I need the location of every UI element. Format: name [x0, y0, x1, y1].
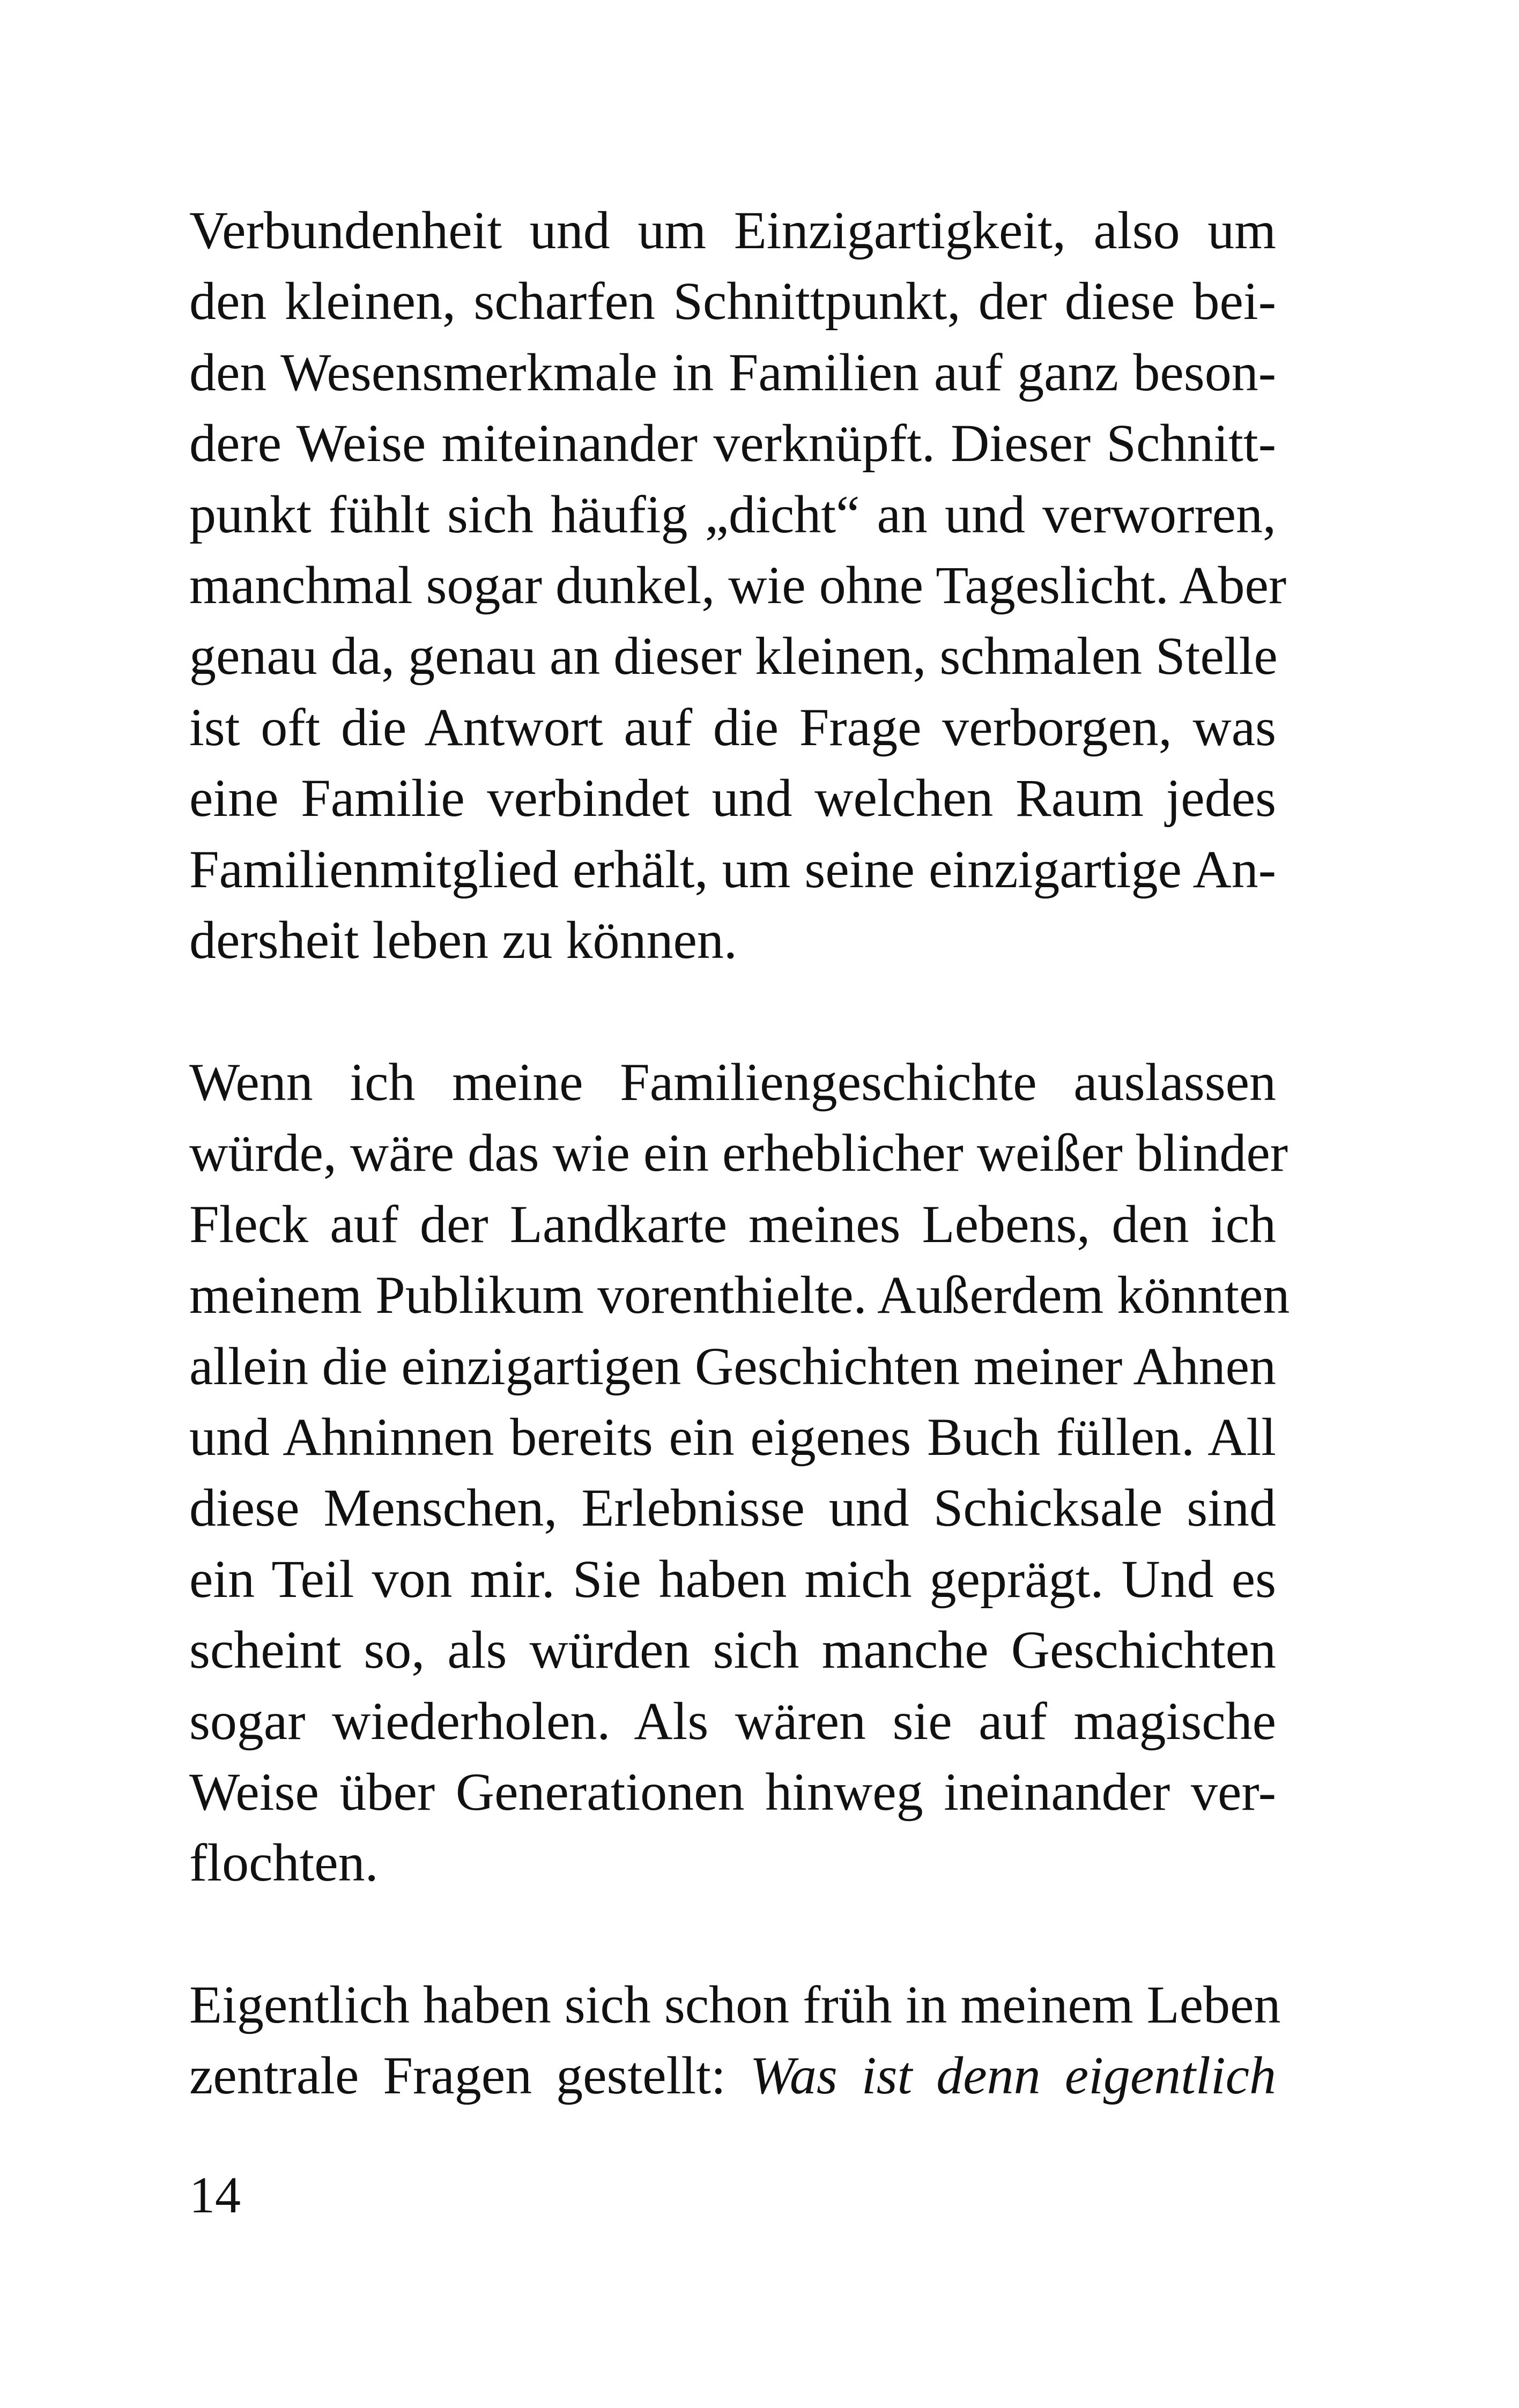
- text-line: Verbundenheit und um Einzigartigkeit, also um: [189, 200, 1276, 260]
- text-line: punkt fühlt sich häufig „dicht“ an und verworren,: [189, 484, 1276, 544]
- paragraph-1: [189, 195, 1287, 976]
- text-line: meinem Publikum vorenthielte. Außerdem könnten: [189, 1265, 1290, 1325]
- text-line: Eigentlich haben sich schon früh in meinem Leben: [189, 1975, 1281, 2034]
- text-line: Fleck auf der Landkarte meines Lebens, den ich: [189, 1194, 1276, 1254]
- text-line: den kleinen, scharfen Schnittpunkt, der diese bei-: [189, 271, 1276, 331]
- text-line: und Ahninnen bereits ein eigenes Buch füllen. All: [189, 1407, 1276, 1467]
- text-line: [189, 2040, 1276, 2111]
- text-line: Weise über Generationen hinweg ineinander ver-: [189, 1762, 1276, 1822]
- page-number: 14: [189, 2166, 241, 2224]
- text-span: zentrale Fragen gestellt:: [189, 2046, 750, 2106]
- text-line: ein Teil von mir. Sie haben mich geprägt. Und es: [189, 1549, 1276, 1609]
- paragraph-3: [189, 1969, 1281, 2112]
- text-line: Familienmitglied erhält, um seine einzigartige An-: [189, 839, 1276, 899]
- text-line: scheint so, als würden sich manche Geschichten: [189, 1620, 1276, 1680]
- text-line: ist oft die Antwort auf die Frage verborgen, was: [189, 697, 1276, 757]
- text-line: Wenn ich meine Familiengeschichte auslassen: [189, 1052, 1276, 1112]
- text-line: eine Familie verbindet und welchen Raum jedes: [189, 768, 1276, 828]
- text-line: flochten.: [189, 1833, 379, 1893]
- text-line: dere Weise miteinander verknüpft. Dieser Schnitt-: [189, 413, 1276, 473]
- text-line: dersheit leben zu können.: [189, 910, 737, 970]
- text-line: manchmal sogar dunkel, wie ohne Tageslicht. Aber: [189, 555, 1287, 615]
- paragraph-2: [189, 1047, 1290, 1899]
- text-line: diese Menschen, Erlebnisse und Schicksale sind: [189, 1478, 1276, 1538]
- text-line: den Wesensmerkmale in Familien auf ganz beson-: [189, 342, 1276, 402]
- text-line: würde, wäre das wie ein erheblicher weißer blinder: [189, 1123, 1288, 1183]
- text-line: sogar wiederholen. Als wären sie auf magische: [189, 1691, 1276, 1751]
- text-line: genau da, genau an dieser kleinen, schmalen Stelle: [189, 626, 1278, 686]
- text-line: allein die einzigartigen Geschichten meiner Ahnen: [189, 1336, 1276, 1396]
- italic-question: Was ist denn eigentlich: [750, 2046, 1276, 2106]
